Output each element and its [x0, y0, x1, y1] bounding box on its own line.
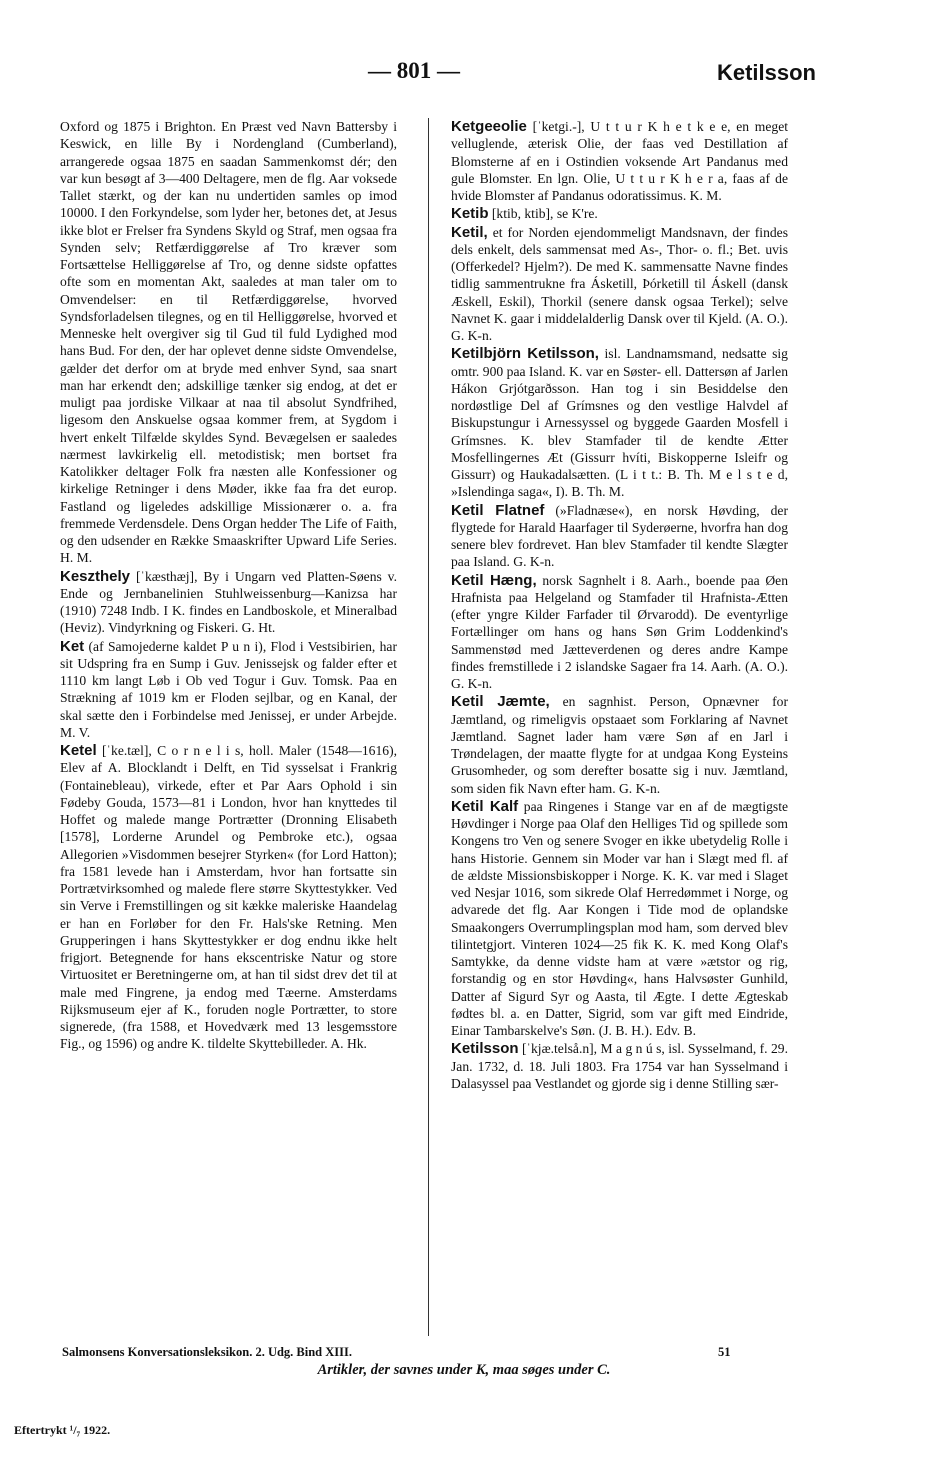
entry-text: (»Fladnæse«), en norsk Høvding, der flygtede for Harald Haarfager til Syderøerne, hvorfra han dog senere blev fordrevet. Han blev Stamfader til kendte Slægter paa Island. G. K-n. — [451, 502, 788, 570]
reprint-note: Eftertrykt ¹/₇ 1922. — [14, 1423, 111, 1437]
page-number: — 801 — — [368, 58, 460, 83]
entry-headword: Ketgeeolie — [451, 118, 527, 135]
entry — [451, 798, 788, 1040]
entry-headword: Ketil Jæmte, — [451, 693, 550, 711]
entry-headword: Ketil, — [451, 223, 488, 241]
entry-text: et for Norden ejendommeligt Mandsnavn, der findes dels enkelt, dels sammensat med As-, Thor- o. fl.; Bet. uvis (Offerkedel? Hjelm?). De med K. sammensatte Navne findes tidlig sammentrukne fra Ásketill, Þórketill til Áskell (dansk Æskell, Eskil), Thorkil (senere dansk ogsaa Terkel); selve Navnet K. gaar i middelalderlig Dansk over til Kjeld. (A. O.). G. K-n. — [451, 224, 788, 343]
entry-text: (af Samojederne kaldet P u n i), Flod i Vestsibirien, har sit Udspring fra en Sump i Guv. Jenissejsk og falder efter et 1110 km langt Løb i Ob ved Togur i Guv. Tomsk. Paa en Strækning af 1019 km er Floden sejlbar, og en Kanal, der skal sætte den i Forbindelse med Jenissej, er under Arbejde. M. V. — [60, 638, 397, 740]
right-column — [451, 118, 788, 1092]
footer-note: Artikler, der savnes under K, maa søges under C. — [317, 1362, 611, 1378]
column-divider — [428, 118, 429, 1336]
entry-text: [ˈkjæ.telså.n], M a g n ú s, isl. Sysselmand, f. 29. Jan. 1732, d. 18. Juli 1803. Fra 1754 var han Sysselmand i Dalasyssel paa Vestlandet og gjorde sig i denne Stilling sær- — [451, 1041, 788, 1091]
entry — [451, 118, 788, 204]
entry-text: isl. Landnamsmand, nedsatte sig omtr. 900 paa Island. K. var en Søster- ell. Dattersøn af Jarlen Hákon Grjótgarðsson. Han tog i sin Besiddelse den nordøstlige Del af Grímsnes og den vestlige Halvdel af Biskupstungur i Arnessyssel og byggede Gaarden Mosfell i Grímsnes. K. blev Stamfader til de kendte Ætter Mosfellingernes Æt (Gissurr hvíti, Biskopperne Isleifr og Gissurr) og Haukadalsætten. (L i t t.: B. Th. M e l s t e d, »Islendinga saga«, I). B. Th. M. — [451, 346, 788, 500]
entry — [451, 1040, 788, 1092]
entry — [60, 118, 397, 567]
entry-text: Oxford og 1875 i Brighton. En Præst ved Navn Battersby i Keswick, en lille By i Nordengland (Cumberland), arrangerede ogsaa 1875 en saadan Sammenkomst dér; den var kun besøgt af 3—400 Deltagere, men de flg. Aar voksede Tallet stærkt, og der kan nu undertiden samles op imod 10000. I den Forkyndelse, som lyder her, betones det, at Jesus ikke blot er Frelser fra Syndens Skyld og Straf, men ogsaa fra Synden selv; Retfærdiggørelse af Tro kræver som Fortsættelse Helliggørelse af Tro, og denne sidste opfattes ofte som en momentan Akt, saaledes at man taler om to Omvendelser: en til Retfærdiggørelse, hvorved Syndsforladelsen tilegnes, og en til Helliggørelse, hvorved et Menneske helt overgiver sig til Gud til fuld Lydighed mod hans Bud. For den, der har oplevet denne sidste Omvendelse, gælder det derfor om at bryde med enhver Synd, saa snart man har erkendt den; adskillige tænker sig endog, at det er muligt paa jordiske Vilkaar at naa til absolut Syndfrihed, ligesom den Anskuelse ogsaa kommer frem, at Sygdom i hvert enkelt Tilfælde skyldes Synd. Bevægelsen er saaledes nærmest lavkirkelig ell. metodistisk; men bortset fra Katolikker deltager Folk fra næsten alle Konfessioner og kirkelige Retninger i dens Møder, ikke faa fra det europ. Fastland og ligeledes adskillige Missionærer o. a. fra fremmede Verdensdele. Dens Organ hedder The Life of Faith, og den udsender en Række Smaaskrifter Upward Life Series. H. M. — [60, 119, 397, 566]
entry-headword: Keszthely — [60, 567, 131, 585]
entry-headword: Ketilsson — [451, 1040, 519, 1058]
entry — [451, 224, 788, 345]
entry — [451, 502, 788, 571]
entry — [60, 742, 397, 1053]
entry — [451, 572, 788, 693]
entry-text: en sagnhist. Person, Opnævner for Jæmtland, og rimeligvis opstaaet som Forklaring af Navnet Jæmtland. Sagnet lader ham være Søn af en Jarl i Trøndelagen, der maatte flygte for at undgaa Kong Eysteins Grusomheder, og som derefter bosatte sig i nuv. Jæmtland, som siden fik Navn efter ham. G. K-n. — [451, 694, 788, 796]
signature-mark: 51 — [718, 1345, 731, 1359]
entry — [60, 638, 397, 742]
entry-text: [ktib, ktib], se K're. — [491, 206, 598, 222]
entry-headword: Ketilbjörn Ketilsson, — [451, 345, 599, 363]
entry-headword: Ketil Kalf — [451, 797, 519, 815]
entry — [451, 693, 788, 797]
entry-text: [ˈke.tæl], C o r n e l i s, holl. Maler (1548—1616), Elev af A. Blocklandt i Delft, en Tid sysselsat i Frankrig (Fontainebleau), virkede, efter et Par Aars Ophold i sin Fødeby Gouda, 1573—81 i London, hvor han knyttedes til Hoffet og malede mange Portrætter (Dronning Elisabeth [1578], Lorderne Arundel og Pembroke etc.), ogsaa Allegorien »Visdommen besejrer Styrken« (for Lord Hatton); fra 1581 levede han i Amsterdam, hvor han fortsatte sin Portrætvirksomhed og malede flere større Skyttestykker. Ved sin Verve i Fremstillingen og sit kække maleriske Haandelag er han en Forløber for den Fr. Hals'ske Retning. Men Grupperingen i hans Skyttestykker er dog endnu ikke helt frigjort. Betegnende for hans ekscentriske Natur og store Virtuositet er Beretningerne om, at han til sidst drev det til at male med Fingrene, ja endog med Tæerne. Amsterdams Rijksmuseum ejer af K., foruden nogle Portrætter, to store signerede, (fra 1588, et Hovedværk med 13 lesgemsstore Fig., og 1596) og andre K. tildelte Skyttebilleder. A. Hk. — [60, 743, 397, 1052]
entry-headword: Ketel — [60, 742, 97, 759]
running-head: Ketilsson — [716, 60, 816, 85]
entry-headword: Ketil Hæng, — [451, 571, 537, 589]
entry-text: paa Ringenes i Stange var en af de mægtigste Høvdinger i Norge paa Olaf den Helliges Tid og spillede som Kongens tro Ven og senere Svoger en ikke ubetydelig Rolle i hans Historie. Gennem sin Moder var han i Slægt med fl. af de ældste Missionsbiskopper i Norge. K. K. var med i Slaget ved Nesjar 1016, som sikrede Olaf Herredømmet i Norge, og advarede det flg. Aar Kongen i Tide mod de oplandske Smaakongers Overrumplingsplan mod ham, som derved blev tilintetgjort. Vinteren 1024—25 fik K. K. med Kong Olaf's Samtykke, da denne vidste ham at være »ætstor og rig, forstandig og en stor Høvding«, hans Halvsøster Gunhild, Datter af Sigurd Syr og Aasta, til Ægte. I dette Ægteskab fødtes bl. a. en Datter, Sigrid, som var gift med Eindride, Einar Tambarskelve's Søn. (J. B. H.). Edv. B. — [451, 798, 789, 1038]
entry-headword: Ketib — [451, 205, 489, 223]
entry-text: [ˈketgi.-], U t t u r K h e t k e e, en meget velluglende, æterisk Olie, der faas ved Destillation af Blomsterne af en i Ostindien voksende Art Pandanus med gule Blomster. En lgn. Olie, U t t u r K h e r a, faas af de hvide Blomster af Pandanus odoratissimus. K. M. — [451, 119, 788, 203]
entry — [451, 205, 788, 222]
entry — [451, 345, 788, 500]
entry-headword: Ket — [60, 637, 85, 655]
left-column — [60, 118, 397, 1053]
footer-imprint: Salmonsens Konversationsleksikon. 2. Udg. Bind XIII. — [62, 1345, 353, 1359]
entry-text: [ˈkæsthæj], By i Ungarn ved Platten-Søens v. Ende og Jernbanelinien Stuhlweissenburg—Kanizsa har (1910) 7248 Indb. I K. findes en Landboskole, et Mineralbad (Heviz). Vindyrkning og Fiskeri. G. Ht. — [60, 568, 397, 636]
entry-headword: Ketil Flatnef — [451, 501, 545, 519]
entry — [60, 568, 397, 637]
entry-text: norsk Sagnhelt i 8. Aarh., boende paa Øen Hrafnista paa Helgeland og Stamfader til Hrafnista-Ætten (efter yngre Kilder Farfader til Ørvarodd). De eventyrlige Fortællinger om hans og hans Søn Grim Loddenkind's Sammenstød med Jætteverdenen og deres andre Kampe findes fremstillede i 2 islandske Sagaer fra 14. Aarh. (A. O.). G. K-n. — [451, 572, 788, 691]
